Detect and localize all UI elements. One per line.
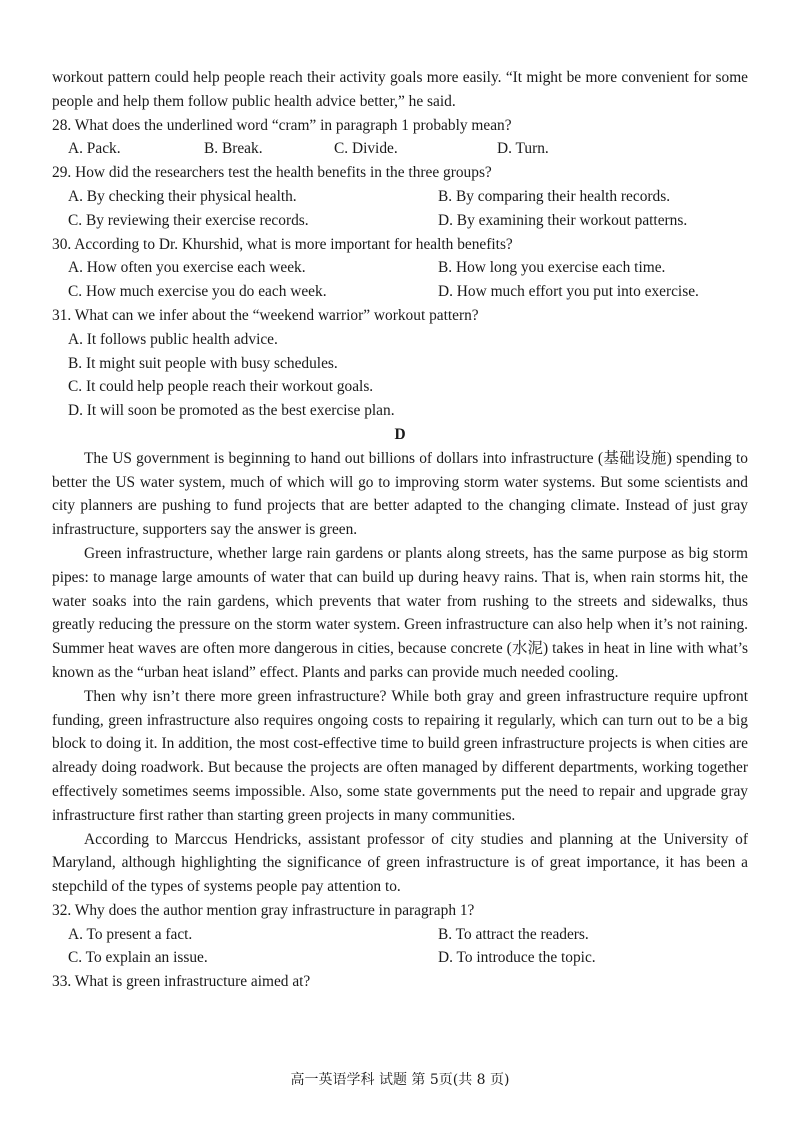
answer-option: B. By comparing their health records.	[438, 187, 671, 205]
answer-option: D. By examining their workout patterns.	[438, 211, 688, 229]
question-stem: 33. What is green infrastructure aimed at?	[52, 973, 311, 991]
answer-option: C. How much exercise you do each week.	[68, 283, 327, 301]
section-title: D	[394, 425, 406, 443]
question-stem: 32. Why does the author mention gray infrastructure in paragraph 1?	[52, 901, 475, 919]
answer-option: D. How much effort you put into exercise.	[438, 283, 699, 301]
question-block	[52, 304, 748, 423]
question-group-c	[52, 114, 748, 423]
answer-option: D. Turn.	[497, 140, 549, 158]
page-content	[52, 66, 748, 994]
passage-paragraph-4: According to Marccus Hendricks, assistant professor of city studies and planning at the University of Maryland, although highlighting the significance of green infrastructure is of great importance, it has been a stepchild of the types of systems people pay attention to.	[52, 830, 748, 896]
answer-option: B. Break.	[204, 140, 263, 158]
options-list	[52, 923, 748, 971]
answer-option: B. To attract the readers.	[438, 925, 589, 943]
options-list	[52, 185, 748, 233]
passage-paragraph-1: The US government is beginning to hand out billions of dollars into infrastructure (基础设施) spending to better the US water system, much of which will go to improving storm water systems. But some scientists and city planners are pushing to fund projects that are better adapted to the changing climate. Instead of just gray infrastructure, supporters say the answer is green.	[52, 449, 748, 539]
question-block	[52, 161, 748, 232]
answer-option: C. By reviewing their exercise records.	[68, 211, 309, 229]
answer-option: A. By checking their physical health.	[68, 187, 297, 205]
question-stem: 28. What does the underlined word “cram” in paragraph 1 probably mean?	[52, 116, 512, 134]
question-block	[52, 970, 748, 994]
question-group-d	[52, 899, 748, 994]
answer-option: D. To introduce the topic.	[438, 949, 596, 967]
answer-option: D. It will soon be promoted as the best exercise plan.	[68, 402, 395, 420]
answer-option: C. Divide.	[334, 140, 398, 158]
answer-option: A. To present a fact.	[68, 925, 193, 943]
question-stem: 30. According to Dr. Khurshid, what is more important for health benefits?	[52, 235, 513, 253]
passage-continuation: workout pattern could help people reach their activity goals more easily. “It might be more convenient for some people and help them follow public health advice better,” he said.	[52, 69, 748, 110]
question-block	[52, 233, 748, 304]
answer-option: B. It might suit people with busy schedules.	[68, 354, 338, 372]
answer-option: B. How long you exercise each time.	[438, 259, 666, 277]
page-footer: 高一英语学科 试题 第 5页(共 8 页)	[290, 1072, 510, 1088]
question-stem: 29. How did the researchers test the health benefits in the three groups?	[52, 164, 492, 182]
answer-option: A. Pack.	[68, 140, 121, 158]
options-list	[52, 137, 748, 161]
passage-paragraph-3: Then why isn’t there more green infrastructure? While both gray and green infrastructure require upfront funding, green infrastructure also requires ongoing costs to repairing it regularly, which can turn out to be a big block to doing it. In addition, the most cost-effective time to build green infrastructure projects is when cities are already doing roadwork. But because the projects are often managed by different departments, working together effectively sometimes seems impossible. Also, some state governments put the need to repair and upgrade gray infrastructure first rather than starting green projects in many communities.	[52, 687, 748, 824]
question-stem: 31. What can we infer about the “weekend warrior” workout pattern?	[52, 306, 479, 324]
answer-option: A. How often you exercise each week.	[68, 259, 306, 277]
passage-paragraph-2: Green infrastructure, whether large rain gardens or plants along streets, has the same purpose as big storm pipes: to manage large amounts of water that can build up during heavy rains. That is, when rain storms hit, the water soaks into the rain gardens, which prevents that water from rushing to the streets and sidewalks, thus greatly reducing the pressure on the storm water system. Green infrastructure can also help when it’s not raining. Summer heat waves are often more dangerous in cities, because concrete (水泥) takes in heat in line with what’s known as the “urban heat island” effect. Plants and parks can provide much needed cooling.	[52, 544, 748, 681]
answer-option: C. To explain an issue.	[68, 949, 208, 967]
answer-option: C. It could help people reach their workout goals.	[68, 378, 374, 396]
question-block	[52, 899, 748, 970]
question-block	[52, 114, 748, 162]
options-list	[52, 256, 748, 304]
answer-option: A. It follows public health advice.	[68, 330, 278, 348]
options-list	[52, 328, 748, 423]
